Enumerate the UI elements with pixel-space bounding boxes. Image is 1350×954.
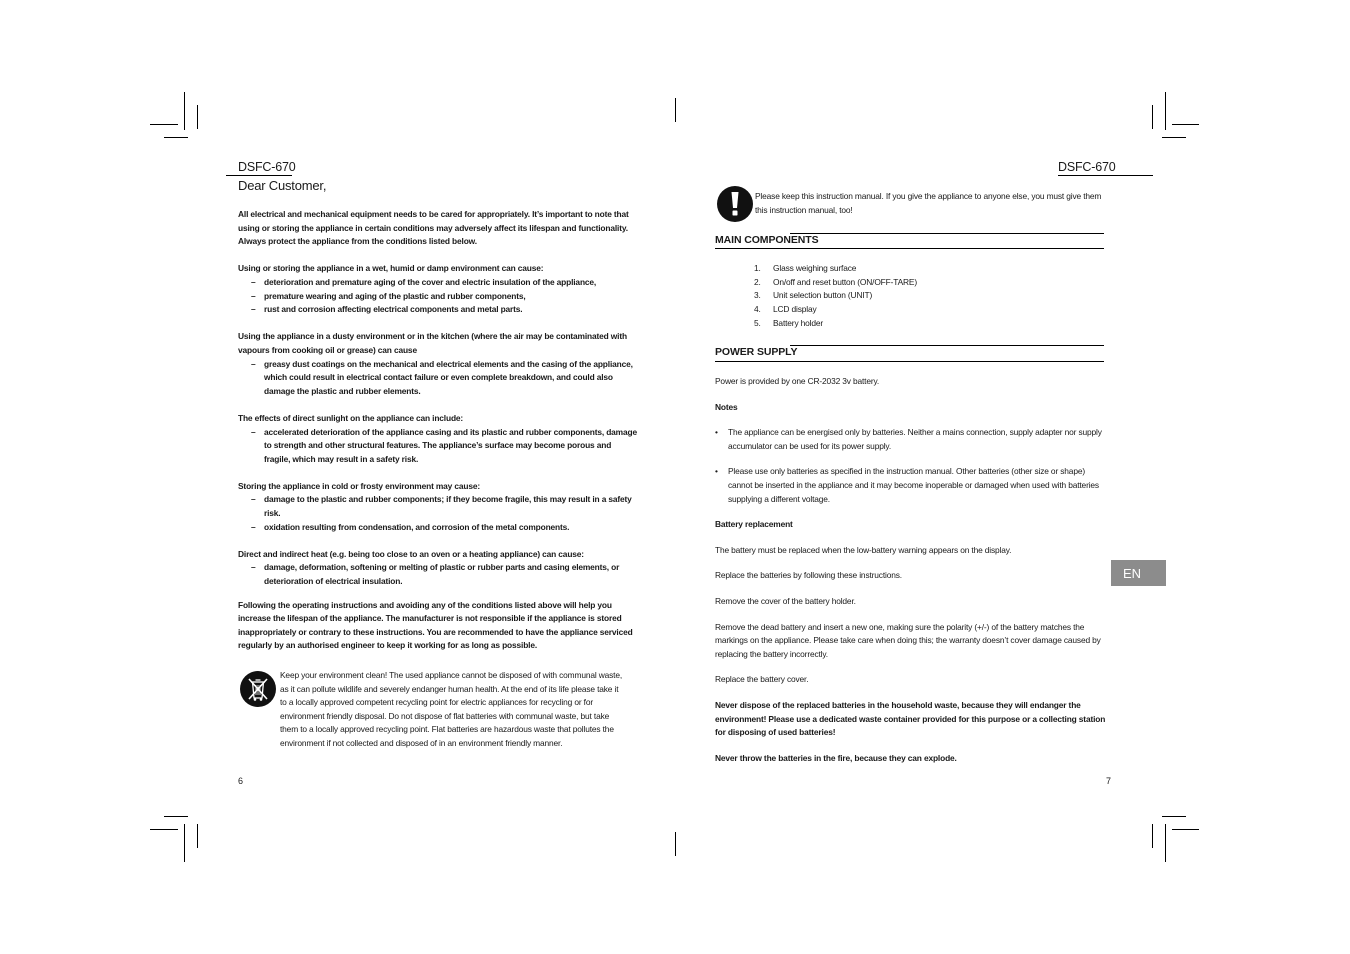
left-page-body (238, 208, 638, 653)
recycling-notice: Keep your environment clean! The used appliance cannot be disposed of with communal waste, as it can pollute wildlife and severely endanger human health. At the end of its life please take it to a locally approved competent recycling point for electric appliances for recycling or for environment friendly disposal. Do not dispose of flat batteries with communal waste, but take them to a locally approved recycling point. Flat batteries are hazardous waste that pollutes the environment if not collected and disposed of in an environment friendly manner. (280, 670, 623, 748)
main-components-rule (715, 248, 1104, 249)
battery-paragraph: Replace the battery cover. (715, 674, 809, 685)
power-supply-rule (715, 361, 1104, 362)
notes-heading: Notes (715, 401, 738, 412)
list-item: – rust and corrosion affecting electrical components and metal parts. (251, 304, 523, 315)
power-supply-top-rule (790, 345, 1104, 346)
page-number-right: 7 (1106, 776, 1112, 786)
list-item: 5. Battery holder (754, 317, 824, 328)
main-components-top-rule (790, 233, 1104, 234)
exclamation-icon (717, 186, 753, 222)
keep-manual-notice: Please keep this instruction manual. If you give the appliance to anyone else, you must give them this instruction manual, too! (755, 191, 1102, 215)
list-item: – damage, deformation, softening or melting of plastic or rubber parts and casing elements, or deterioration of electrical insulation. (251, 562, 620, 587)
list-item: • The appliance can be energised only by batteries. Neither a mains connection, supply adapter nor supply accumulator can be used for its power supply. (715, 427, 1102, 451)
list-item: – accelerated deterioration of the appliance casing and its plastic and rubber components, damage to strength and other structural features. The appliance’s surface may become porous and fragile, which may result in a safety risk. (251, 426, 637, 464)
dusty-heading: Using the appliance in a dusty environment or in the kitchen (where the air may be contaminated with vapours from cooking oil or grease) can cause (238, 331, 627, 355)
model-underline-left (226, 175, 292, 176)
cold-heading: Storing the appliance in cold or frosty environment may cause: (238, 480, 481, 491)
list-item: 4. LCD display (754, 304, 817, 315)
power-supply-body (715, 375, 1110, 765)
page-number-left: 6 (238, 776, 244, 786)
list-item: 3. Unit selection button (UNIT) (754, 290, 873, 301)
battery-paragraph: Remove the dead battery and insert a new one, making sure the polarity (+/-) of the battery matches the markings on the appliance. Please take care when doing this; the warranty doesn’t cover damage caused by replacing the battery incorrectly. (715, 621, 1101, 659)
following-paragraph: Following the operating instructions and avoiding any of the conditions listed above will help you increase the lifespan of the appliance. The manufacturer is not responsible if the appliance is stored inappropriately or contrary to these instructions. You are recommended to have the appliance serviced regularly by an authorised engineer to keep it working for as long as possible. (238, 599, 633, 651)
main-components-heading: MAIN COMPONENTS (715, 234, 819, 246)
disposal-warning: Never dispose of the replaced batteries in the household waste, because they will endanger the environment! Please use a dedicated waste container provided for this purpose or a collecting station for disposing of used batteries! (715, 699, 1106, 738)
components-list (754, 262, 917, 331)
power-intro: Power is provided by one CR-2032 3v battery. (715, 376, 880, 386)
battery-paragraph: Remove the cover of the battery holder. (715, 595, 856, 606)
intro-paragraph: All electrical and mechanical equipment needs to be cared for appropriately. It’s important to note that using or storing the appliance in certain conditions may adversely affect its lifespan and functionality. Always protect the appliance from the conditions listed below. (238, 209, 629, 247)
list-item: – greasy dust coatings on the mechanical and electrical elements and the casing of the appliance, which could result in electrical contact failure or even complete breakdown, and could also damage the plastic and rubber elements. (251, 358, 633, 396)
model-name-right: DSFC-670 (1058, 160, 1116, 174)
list-item: – deterioration and premature aging of the cover and electric insulation of the appliance, (251, 276, 597, 287)
battery-paragraph: The battery must be replaced when the low-battery warning appears on the display. (715, 544, 1012, 555)
list-item: 1. Glass weighing surface (754, 263, 857, 273)
battery-heading: Battery replacement (715, 519, 793, 530)
list-item: – damage to the plastic and rubber components; if they become fragile, this may result in a safety risk. (251, 494, 632, 519)
language-tab: EN (1111, 560, 1166, 586)
list-item: – oxidation resulting from condensation, and corrosion of the metal components. (251, 521, 570, 532)
model-underline-right (1058, 175, 1153, 176)
power-supply-heading: POWER SUPPLY (715, 346, 798, 358)
list-item: • Please use only batteries as specified in the instruction manual. Other batteries (other size or shape) cannot be inserted in the appliance and it may become inoperable or damaged when used with batteries supplying a different voltage. (715, 466, 1099, 504)
list-item: – premature wearing and aging of the plastic and rubber components, (251, 290, 526, 301)
sun-heading: The effects of direct sunlight on the appliance can include: (238, 412, 464, 423)
heat-heading: Direct and indirect heat (e.g. being too close to an oven or a heating appliance) can cause: (238, 548, 584, 559)
list-item: 2. On/off and reset button (ON/OFF-TARE) (754, 276, 918, 287)
model-name-left: DSFC-670 (238, 160, 296, 174)
fire-warning: Never throw the batteries in the fire, because they can explode. (715, 752, 957, 763)
wet-heading: Using or storing the appliance in a wet, humid or damp environment can cause: (238, 263, 544, 274)
greeting: Dear Customer, (238, 178, 327, 193)
crossed-out-wheelie-bin-icon (240, 671, 276, 707)
battery-paragraph: Replace the batteries by following these instructions. (715, 570, 902, 581)
